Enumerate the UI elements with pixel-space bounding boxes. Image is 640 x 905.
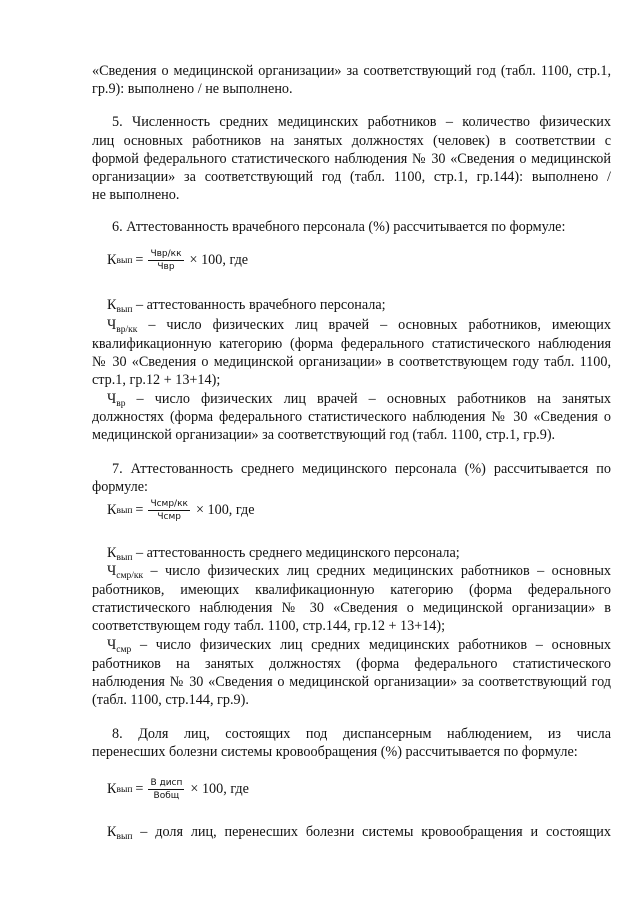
formula-item7: К вып = $\frac{\text{Чсмр/кк}}{\text{Чсмр}}$ × 100, где xyxy=(107,499,255,522)
text-line: медицинской организации» за соответствующий год (табл. 1100, стр.1, гр.9). xyxy=(92,427,556,443)
fraction: $\frac{\text{Чвр/кк}}{\text{Чвр}}$ xyxy=(150,249,182,272)
fraction: $\frac{\text{В дисп}}{\text{Вобщ}}$ xyxy=(150,778,183,801)
definition-line: $К_{вып}$ – аттестованность врачебного персонала; xyxy=(107,297,386,315)
text-line: наблюдения № 30 «Сведения о медицинской организации» за соответствующий год xyxy=(92,674,611,690)
text-line: должностях (форма федерального статистического наблюдения № 30 «Сведения о xyxy=(92,409,611,425)
item6-heading: 6. Аттестованность врачебного персонала (%) рассчитывается по формуле: xyxy=(112,219,566,235)
text-line: формой федерального статистического наблюдения № 30 «Сведения о медицинской xyxy=(92,151,611,167)
text-line: работников на занятых должностях (форма федерального статистического xyxy=(92,656,611,672)
item7-heading: 7. Аттестованность среднего медицинского персонала (%) рассчитывается по xyxy=(112,461,611,477)
text-line: (табл. 1100, стр.144, гр.9). xyxy=(92,692,249,708)
definition-line: $К_{вып}$ – доля лиц, перенесших болезни системы кровообращения и состоящих xyxy=(107,824,611,842)
definition-line: $Ч_{вр}$ – число физических лиц врачей – основных работников на занятых xyxy=(107,391,611,409)
fraction: $\frac{\text{Чсмр/кк}}{\text{Чсмр}}$ xyxy=(150,499,188,522)
text-line: «Сведения о медицинской организации» за соответствующий год (табл. 1100, стр.1, xyxy=(92,63,611,79)
definition-line: $Ч_{вр/кк}$ – число физических лиц врачей – основных работников, имеющих xyxy=(107,317,611,335)
text-line: стр.1, гр.12 + 13+14); xyxy=(92,372,221,388)
formula-item6: К вып = $\frac{\text{Чвр/кк}}{\text{Чвр}}$ × 100, где xyxy=(107,249,249,272)
text-line: лиц основных работников на занятых должностях (человек) в соответствии с xyxy=(92,133,611,149)
text-line: гр.9): выполнено / не выполнено. xyxy=(92,81,293,97)
definition-line: $К_{вып}$ – аттестованность среднего медицинского персонала; xyxy=(107,545,460,563)
text-line: № 30 «Сведения о медицинской организации» в соответствующем году табл. 1100, xyxy=(92,354,611,370)
text-line: квалификационную категорию (форма федерального статистического наблюдения xyxy=(92,336,611,352)
text-line: формуле: xyxy=(92,479,148,495)
definition-line: $Ч_{смр}$ – число физических лиц средних медицинских работников – основных xyxy=(107,637,611,655)
formula-item8: К вып = $\frac{\text{В дисп}}{\text{Вобщ}}$ × 100, где xyxy=(107,778,249,801)
item8-heading: 8. Доля лиц, состоящих под диспансерным наблюдением, из числа xyxy=(112,726,611,742)
text-line: соответствующем году табл. 1100, стр.144, гр.12 + 13+14); xyxy=(92,618,446,634)
definition-line: $Ч_{смр/кк}$ – число физических лиц средних медицинских работников – основных xyxy=(107,563,611,581)
text-line: работников, имеющих квалификационную категорию (форма федерального xyxy=(92,582,611,598)
text-line: статистического наблюдения № 30 «Сведения о медицинской организации» в xyxy=(92,600,611,616)
text-line: организации» за соответствующий год (табл. 1100, стр.1, гр.144): выполнено / xyxy=(92,169,611,185)
text-line: перенесших болезни системы кровообращения (%) рассчитывается по формуле: xyxy=(92,744,578,760)
item5-heading: 5. Численность средних медицинских работников – количество физических xyxy=(112,114,611,130)
text-line: не выполнено. xyxy=(92,187,180,203)
